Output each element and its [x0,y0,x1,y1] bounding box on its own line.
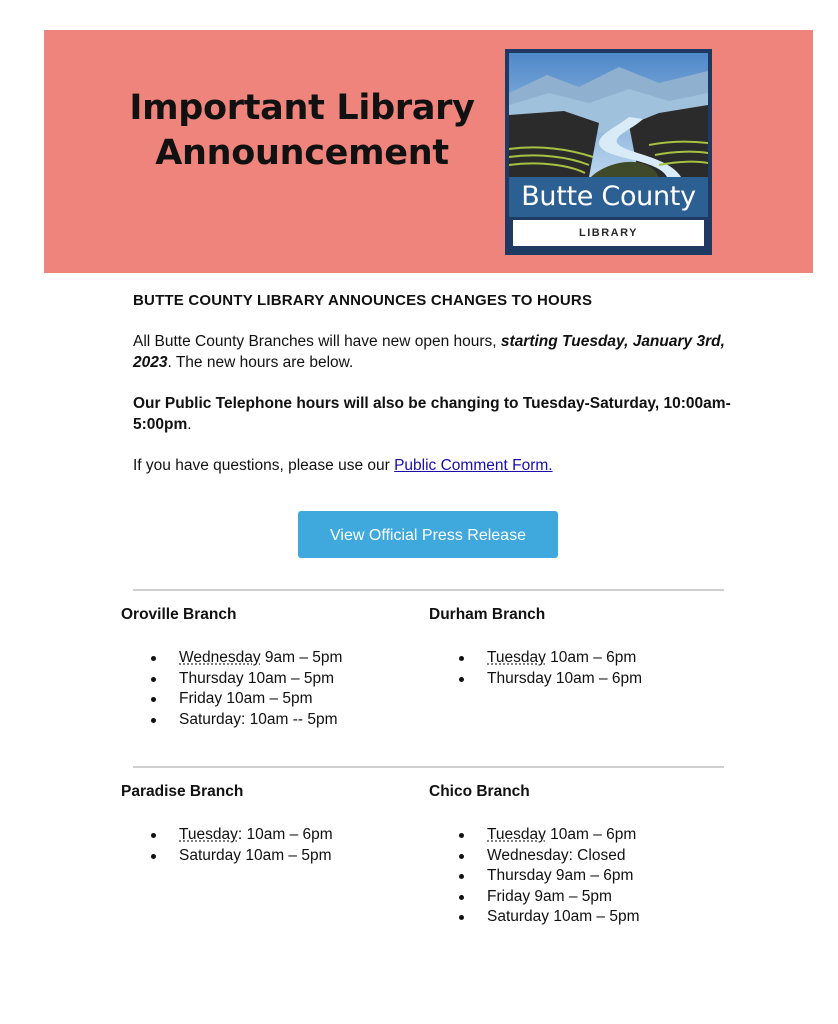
branch-name: Paradise Branch [121,783,244,800]
hours-item: Thursday 9am – 6pm [487,866,729,887]
hours-change-suffix: . The new hours are below. [167,354,354,371]
hours-item [487,648,729,669]
questions-paragraph [133,455,733,476]
announcement-headline: BUTTE COUNTY LIBRARY ANNOUNCES CHANGES TO HOURS [133,292,593,309]
view-press-release-button[interactable]: View Official Press Release [298,511,558,558]
durham-branch-section [429,605,729,689]
paradise-branch-section [121,782,421,866]
hours-item: Friday 9am – 5pm [487,887,729,908]
hours-item [179,648,421,669]
hours-time: 10am – 6pm [545,649,637,666]
branch-name: Oroville Branch [121,606,237,623]
hours-item: Thursday 10am – 6pm [487,669,729,690]
telephone-hours-text: Our Public Telephone hours will also be changing to Tuesday-Saturday, 10:00am-5:00pm [133,395,731,433]
chico-branch-section [429,782,729,928]
day-name: Tuesday [487,649,546,666]
banner-title: Important Library Announcement [129,88,475,173]
butte-county-library-logo [505,49,712,255]
hours-list [429,825,729,928]
hours-item [487,825,729,846]
announcement-body [133,290,733,496]
hours-item: Wednesday: Closed [487,846,729,867]
logo-name: Butte County [509,177,708,217]
oroville-branch-section [121,605,421,730]
branch-name: Chico Branch [429,783,530,800]
public-comment-form-link[interactable]: Public Comment Form. [394,457,553,474]
hours-item: Friday 10am – 5pm [179,689,421,710]
hours-item: Thursday 10am – 5pm [179,669,421,690]
day-name: Tuesday [487,826,546,843]
announcement-banner [44,30,813,273]
hours-list [121,648,421,730]
hours-time: 10am – 6pm [545,826,637,843]
hours-item: Saturday 10am – 5pm [179,846,421,867]
hours-list [429,648,729,689]
hours-item: Saturday 10am – 5pm [487,907,729,928]
questions-text: If you have questions, please use our [133,457,395,474]
start-date: starting Tuesday, January 3rd, 2023 [133,333,725,371]
day-name: Wednesday [179,649,261,666]
mountain-river-logo-art [509,53,708,177]
divider [133,589,724,591]
telephone-hours-paragraph [133,393,733,435]
branch-name: Durham Branch [429,606,546,623]
day-name: Tuesday [179,826,238,843]
logo-subtitle: LIBRARY [513,220,704,246]
hours-change-text: All Butte County Branches will have new open hours, [133,333,501,350]
hours-item: Saturday: 10am -- 5pm [179,710,421,731]
telephone-hours-period: . [187,416,192,433]
hours-list [121,825,421,866]
hours-time: 9am – 5pm [260,649,343,666]
hours-change-paragraph [133,331,733,373]
divider [133,766,724,768]
hours-time: : 10am – 6pm [237,826,333,843]
hours-item [179,825,421,846]
